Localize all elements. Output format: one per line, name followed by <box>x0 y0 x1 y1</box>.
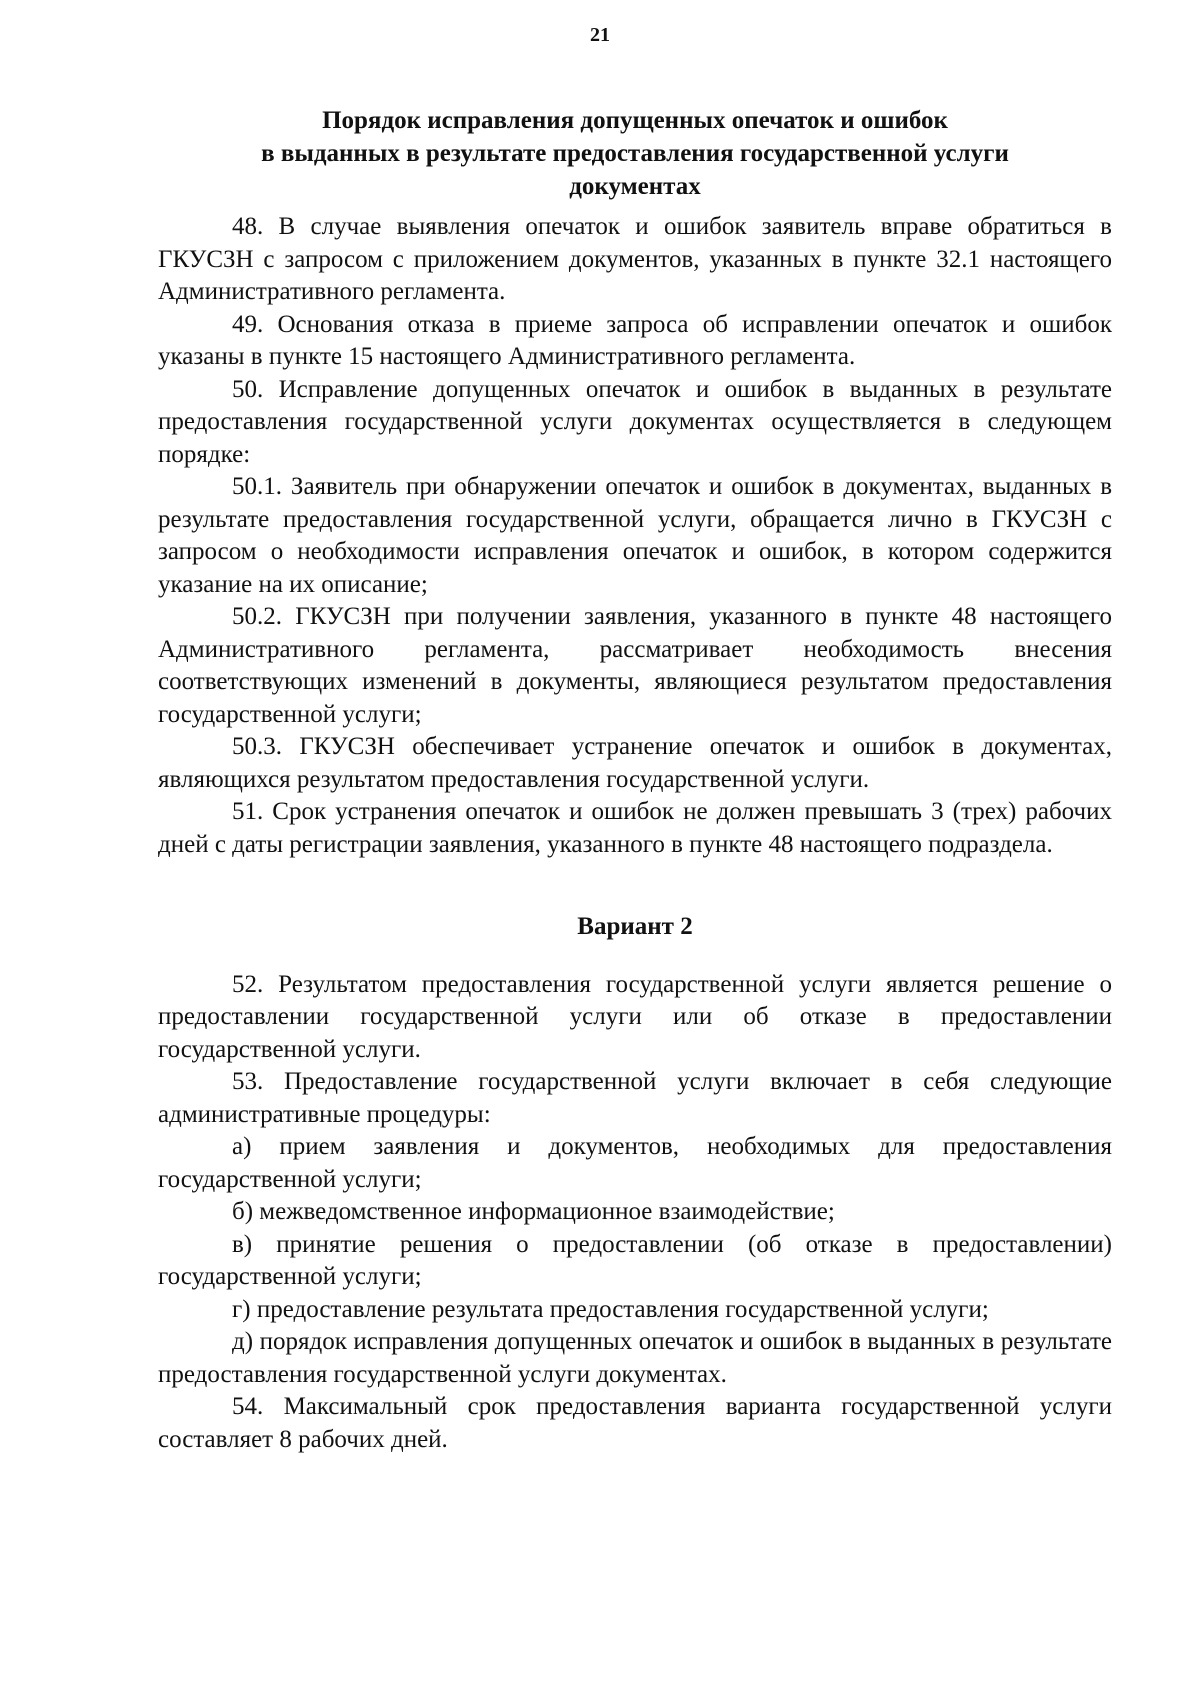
paragraph-54: 54. Максимальный срок предоставления варианта государственной услуги составляет 8 рабочих дней. <box>158 1393 1112 1453</box>
list-item-v: в) принятие решения о предоставлении (об отказе в предоставлении) государственной услуги; <box>158 1230 1112 1290</box>
section-heading-line: документах <box>569 173 701 200</box>
paragraph-48: 48. В случае выявления опечаток и ошибок заявитель вправе обратиться в ГКУСЗН с запросом с приложением документов, указанных в пункте 32.1 настоящего Административного регламента. <box>158 213 1112 305</box>
paragraph-52: 52. Результатом предоставления государственной услуги является решение о предоставлении государственной услуги или об отказе в предоставлении государственной услуги. <box>158 970 1112 1063</box>
list-item-a: а) прием заявления и документов, необходимых для предоставления государственной услуги; <box>158 1133 1112 1193</box>
paragraph-50: 50. Исправление допущенных опечаток и ошибок в выданных в результате предоставления государственной услуги документах осуществляется в следующем порядке: <box>158 375 1112 468</box>
list-item-b: б) межведомственное информационное взаимодействие; <box>232 1198 835 1225</box>
page-number: 21 <box>590 24 610 46</box>
paragraph-51: 51. Срок устранения опечаток и ошибок не должен превышать 3 (трех) рабочих дней с даты регистрации заявления, указанного в пункте 48 настоящего подраздела. <box>158 798 1112 858</box>
paragraph-50-2: 50.2. ГКУСЗН при получении заявления, указанного в пункте 48 настоящего Административного регламента, рассматривает необходимость внесения соответствующих изменений в документы, являющиеся результатом предоставления государственной услуги; <box>158 603 1112 728</box>
section-heading-line: Порядок исправления допущенных опечаток и ошибок <box>322 107 948 134</box>
paragraph-53: 53. Предоставление государственной услуги включает в себя следующие административные процедуры: <box>158 1068 1112 1128</box>
variant-heading: Вариант 2 <box>577 913 693 940</box>
paragraph-50-3: 50.3. ГКУСЗН обеспечивает устранение опечаток и ошибок в документах, являющихся результатом предоставления государственной услуги. <box>158 733 1112 793</box>
paragraph-49: 49. Основания отказа в приеме запроса об исправлении опечаток и ошибок указаны в пункте 15 настоящего Административного регламента. <box>158 310 1112 370</box>
document-body <box>158 104 1112 1456</box>
section-heading-line: в выданных в результате предоставления государственной услуги <box>261 140 1009 167</box>
list-item-d: д) порядок исправления допущенных опечаток и ошибок в выданных в результате предоставления государственной услуги документах. <box>158 1328 1112 1388</box>
section-heading <box>158 104 1112 203</box>
paragraph-50-1: 50.1. Заявитель при обнаружении опечаток и ошибок в документах, выданных в результате предоставления государственной услуги, обращается лично в ГКУСЗН с запросом о необходимости исправления опечаток и ошибок, в котором содержится указание на их описание; <box>158 473 1112 598</box>
list-item-g: г) предоставление результата предоставления государственной услуги; <box>232 1295 989 1323</box>
